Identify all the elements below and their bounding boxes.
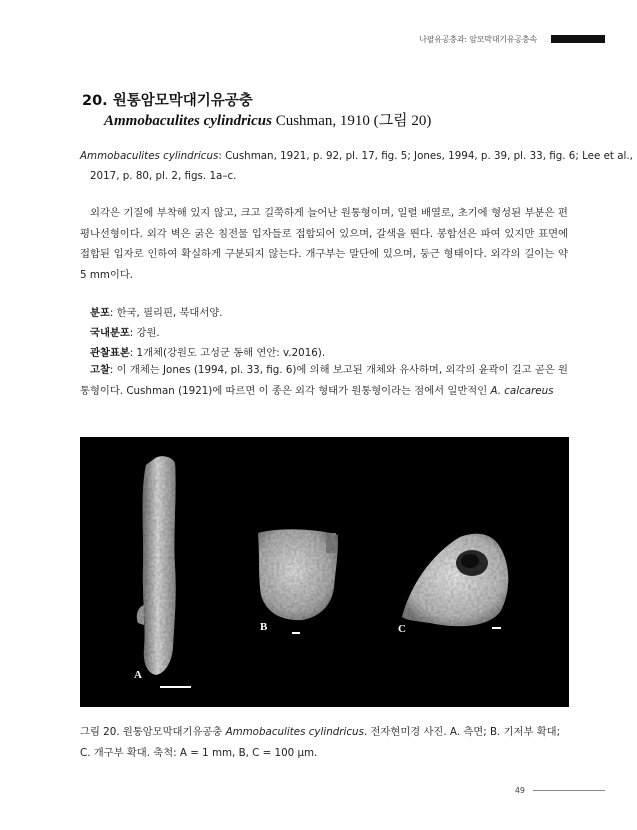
domestic-distribution-field [90, 324, 578, 339]
specimen-c-image [402, 534, 508, 626]
footer-rule [533, 790, 605, 791]
synonymy [80, 146, 633, 186]
species-korean-name: 원통암모막대기유공충 [112, 93, 253, 109]
distribution-label: 분포 [90, 307, 110, 319]
domestic-label: 국내분포 [90, 327, 130, 339]
specimen-label: 관찰표본 [90, 347, 130, 359]
sem-images [80, 437, 569, 707]
caption-rest: . 전자현미경 사진. A. 측면; B. 기저부 확대; C. 개구부 확대. 축척: A = 1 mm, B, C = 100 μm. [80, 726, 561, 759]
figure-caption [80, 722, 570, 763]
species-figure-ref: (그림 20) [373, 113, 432, 129]
figure-label-c: C [398, 623, 406, 635]
specimen-b-image [258, 529, 338, 620]
specimen-field [90, 344, 578, 359]
page-number: 49 [514, 786, 525, 795]
remarks-italic-tail: A. calcareus [490, 384, 554, 397]
specimen-value: : 1개체(강원도 고성군 동해 연안: v.2016). [129, 347, 326, 359]
caption-scientific-name: Ammobaculites cylindricus [225, 726, 364, 738]
caption-prefix: 그림 20. 원통암모막대기유공충 [80, 726, 223, 738]
distribution-field [90, 304, 578, 319]
remarks-label: 고찰 [90, 364, 110, 376]
species-scientific-name: Ammobaculites cylindricus [104, 113, 272, 129]
species-scientific-line [104, 109, 431, 130]
figure-label-b: B [260, 621, 268, 633]
species-heading [82, 89, 253, 110]
figure-label-a: A [134, 669, 142, 681]
sem-figure [80, 437, 569, 707]
description-paragraph: 외각은 기질에 부착해 있지 않고, 크고 길쭉하게 늘어난 원통형이며, 일렬 배열로, 초기에 형성된 부분은 편평나선형이다. 외각 벽은 굵은 침전물 입자들로 접합되어 있으며, 갈색을 띈다. 봉합선은 파여 있지만 표면에 접합된 입자로 인하여 확실하게 구분되지 않는다. 개구부는 말단에 있으며, 둥근 형태이다. 외각의 길이는 약 5 mm이다. [80, 207, 568, 281]
species-number: 20. [82, 93, 108, 109]
running-head-text: 나팔유공충과: 암모막대기유공충속 [419, 34, 537, 44]
synonymy-name: Ammobaculites cylindricus [80, 150, 219, 162]
running-head [419, 33, 605, 45]
synonymy-refs-cont: 2017, p. 80, pl. 2, figs. 1a–c. [90, 170, 237, 182]
specimen-a-image [137, 456, 176, 675]
species-authority: Cushman, 1910 [275, 113, 370, 129]
remarks-text: : 이 개체는 Jones (1994, pl. 33, fig. 6)에 의해 보고된 개체와 유사하며, 외각의 윤곽이 길고 곧은 원통형이다. Cushman (1921)에 따르면 이 종은 외각 형태가 원통형이라는 점에서 일반적인 [80, 364, 568, 397]
running-head-bar [551, 35, 605, 43]
page-footer [515, 786, 605, 795]
synonymy-refs: : Cushman, 1921, p. 92, pl. 17, fig. 5; Jones, 1994, p. 39, pl. 33, fig. 6; Lee et al., [218, 150, 633, 162]
remarks-paragraph [80, 360, 568, 401]
distribution-value: : 한국, 필리핀, 북대서양. [109, 307, 223, 319]
domestic-value: : 강원. [129, 327, 160, 339]
